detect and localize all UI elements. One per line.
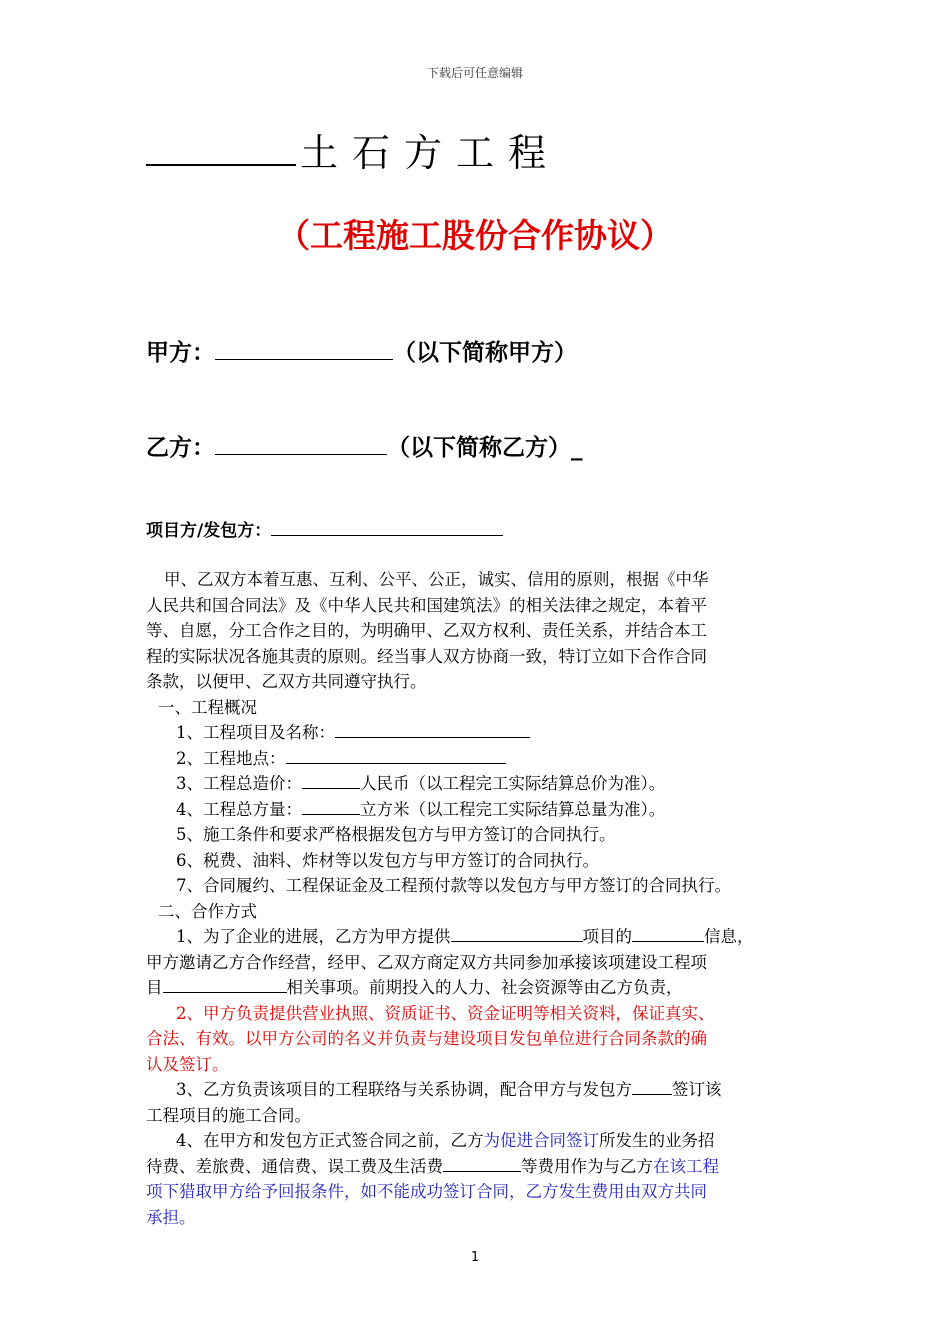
project-party-blank [271, 518, 503, 536]
section2-p3-line1 [146, 1077, 814, 1103]
section2-p3-line2: 工程项目的施工合同。 [146, 1105, 311, 1125]
document-subtitle: （工程施工股份合作协议） [277, 216, 673, 255]
p4-line2-b: 等费用作为与乙方 [521, 1156, 653, 1176]
item3-blank [302, 772, 360, 790]
intro-line: 条款，以便甲、乙双方共同遵守执行。 [146, 672, 427, 691]
section2-p4-line3 [146, 1179, 814, 1205]
section2-p2-line1: 2、甲方负责提供营业执照、资质证书、资金证明等相关资料，保证真实、 [176, 1003, 715, 1023]
item4-text: 4、工程总方量： [176, 799, 302, 819]
intro-line: 人民共和国合同法》及《中华人民共和国建筑法》的相关法律之规定，本着平 [146, 595, 707, 615]
p4-blank [443, 1154, 521, 1172]
section1-item2 [146, 746, 814, 772]
p1-blank-3 [163, 976, 287, 994]
p1-blank-2 [632, 925, 704, 943]
party-a-suffix: （以下简称甲方） [393, 340, 577, 366]
party-b-line [146, 429, 583, 462]
party-a-label: 甲方： [146, 340, 215, 366]
p3-text-a: 3、乙方负责该项目的工程联络与关系协调，配合甲方与发包方 [176, 1080, 632, 1099]
party-b-label: 乙方： [146, 435, 215, 461]
intro-line: 等、自愿，分工合作之目的，为明确甲、乙双方权利、责任关系，并结合本工 [146, 621, 707, 640]
project-party-line [146, 516, 503, 541]
section2-p1-line2: 甲方邀请乙方合作经营，经甲、乙双方商定双方共同参加承接该项建设工程项 [146, 952, 707, 972]
p4-line3-a: 项下猎取甲方给予回报条件， [146, 1182, 361, 1201]
party-b-tail: _ [571, 435, 583, 461]
party-a-line [146, 334, 577, 367]
p4-line2-a: 待费、差旅费、通信费、误工费及生活费 [146, 1156, 443, 1176]
section1-item5: 5、施工条件和要求严格根据发包方与甲方签订的合同执行。 [176, 825, 616, 844]
p3-text-b: 签订该 [672, 1080, 722, 1099]
p4-line3-b: 如不能成功签订合同，乙方发生费用由双方共同 [360, 1182, 707, 1201]
section1-heading: 一、工程概况 [158, 697, 257, 717]
page-header: 下载后可任意编辑 [426, 66, 523, 80]
section1-item3 [146, 771, 814, 797]
item1-text: 1、工程项目及名称： [176, 723, 335, 742]
page-number: 1 [470, 1250, 480, 1265]
title-blank [146, 124, 296, 166]
section1-item7: 7、合同履约、工程保证金及工程预付款等以发包方与甲方签订的合同执行。 [176, 876, 731, 895]
section2-p4-line4: 承担。 [146, 1207, 196, 1227]
p1-text-c: 信息， [704, 927, 754, 946]
intro-line: 甲、乙双方本着互惠、互利、公平、公正，诚实、信用的原则，根据《中华 [164, 570, 709, 589]
document-title [146, 122, 560, 177]
item1-blank [335, 721, 530, 739]
contract-body [146, 567, 814, 1230]
p3-blank [632, 1078, 672, 1096]
p4-text-a: 4、在甲方和发包方正式签合同之前，乙方 [176, 1131, 484, 1150]
party-b-blank [215, 431, 387, 455]
item4-blank [302, 797, 360, 815]
section1-item6: 6、税费、油料、炸材等以发包方与甲方签订的合同执行。 [176, 850, 599, 870]
p1-line3-a: 目 [146, 978, 163, 997]
item3-text: 3、工程总造价： [176, 774, 302, 793]
section2-p1-line3 [146, 975, 814, 1001]
p4-text-b: 为促进合同签订 [483, 1131, 599, 1150]
section2-p2-line3: 认及签订。 [146, 1054, 229, 1074]
item4-suffix: 立方米（以工程完工实际结算总量为准）。 [360, 799, 666, 819]
section2-p4-line2 [146, 1154, 814, 1180]
p1-blank-1 [451, 925, 583, 943]
item2-blank [286, 746, 506, 764]
party-a-blank [215, 336, 393, 360]
p1-text-b: 项目的 [582, 927, 632, 946]
title-text: 土石方工程 [300, 131, 561, 175]
p1-line3-b: 相关事项。前期投入的人力、社会资源等由乙方负责， [286, 978, 683, 997]
project-party-label: 项目方/发包方： [146, 521, 272, 541]
section2-p4-line1 [146, 1128, 814, 1154]
p4-line2-c: 在该工程 [653, 1156, 719, 1176]
section1-item1 [146, 720, 814, 746]
party-b-suffix: （以下简称乙方） [387, 435, 571, 461]
section2-p1-line1 [146, 924, 814, 950]
section1-item4 [146, 797, 814, 823]
section2-p2-line2: 合法、有效。以甲方公司的名义并负责与建设项目发包单位进行合同条款的确 [146, 1029, 707, 1048]
item2-text: 2、工程地点： [176, 748, 286, 768]
item3-suffix: 人民币（以工程完工实际结算总价为准）。 [360, 774, 666, 793]
p1-text-a: 1、为了企业的进展，乙方为甲方提供 [176, 927, 451, 946]
section2-heading: 二、合作方式 [158, 901, 257, 921]
p4-text-c: 所发生的业务招 [599, 1131, 715, 1150]
intro-line: 程的实际状况各施其责的原则。经当事人双方协商一致，特订立如下合作合同 [146, 646, 707, 666]
